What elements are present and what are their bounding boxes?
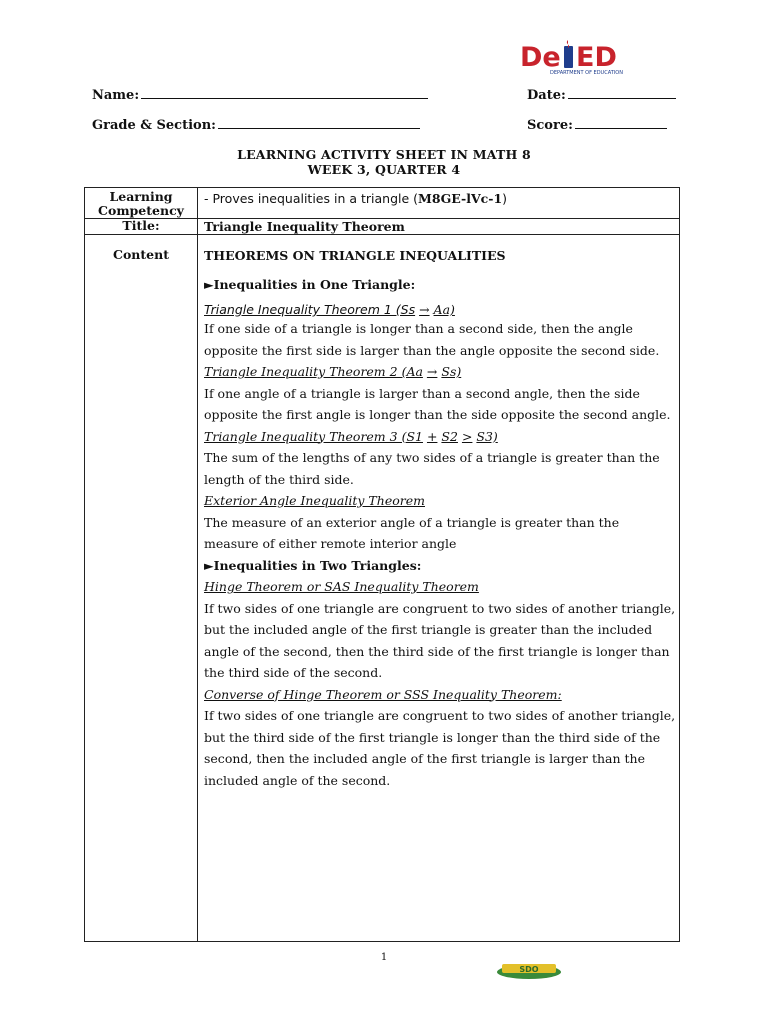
theorem-1-text: If one side of a triangle is longer than a second side, then the angle opposite the first side is larger than the angle opposite the second side. <box>204 321 660 358</box>
theorem-1-title: Triangle Inequality Theorem 1 (Ss → Aa) <box>204 302 455 317</box>
theorem-6-text: If two sides of one triangle are congruent to two sides of another triangle, but the third side of the first triangle is longer than the third side of the second, then the included angle of the first triangle is larger than the included angle of the second. <box>204 708 676 788</box>
competency-code: M8GE-lVc-1 <box>418 191 503 206</box>
content-body <box>204 245 676 791</box>
school-seal-icon <box>496 958 562 980</box>
theorem-2-text: If one angle of a triangle is larger than a second angle, then the side opposite the first angle is longer than the side opposite the second angle. <box>204 385 671 422</box>
torch-icon <box>564 40 573 68</box>
name-line[interactable] <box>141 87 428 99</box>
grade-section-label: Grade & Section: <box>92 118 216 133</box>
section-one-triangle-heading: ►Inequalities in One Triangle: <box>204 276 416 292</box>
title-value: Triangle Inequality Theorem <box>204 219 405 234</box>
activity-table <box>84 187 680 942</box>
svg-text:DEPARTMENT OF EDUCATION: DEPARTMENT OF EDUCATION <box>550 70 623 76</box>
svg-text:De: De <box>520 42 561 73</box>
date-line[interactable] <box>568 87 676 99</box>
grade-section-field[interactable] <box>92 117 420 133</box>
theorem-5-title: Hinge Theorem or SAS Inequality Theorem <box>204 579 479 594</box>
name-label: Name: <box>92 88 140 103</box>
section-two-triangles-heading: ►Inequalities in Two Triangles: <box>204 557 422 573</box>
sheet-title: LEARNING ACTIVITY SHEET IN MATH 8 <box>237 147 531 162</box>
score-line[interactable] <box>575 117 667 129</box>
score-label: Score: <box>527 118 573 133</box>
title-label: Title: <box>122 218 160 233</box>
theorem-2-title: Triangle Inequality Theorem 2 (Aa → Ss) <box>204 364 462 379</box>
sheet-subtitle: WEEK 3, QUARTER 4 <box>307 162 461 177</box>
svg-text:ED: ED <box>576 42 617 73</box>
competency-label: Learning Competency <box>98 189 184 218</box>
theorem-4-text: The measure of an exterior angle of a triangle is greater than the measure of either remote interior angle <box>204 514 620 551</box>
theorem-3-text: The sum of the lengths of any two sides of a triangle is greater than the length of the third side. <box>204 450 660 487</box>
competency-close: ) <box>502 191 508 206</box>
score-field[interactable] <box>527 117 667 133</box>
theorem-6-title: Converse of Hinge Theorem or SSS Inequality Theorem: <box>204 686 562 702</box>
content-main-heading: THEOREMS ON TRIANGLE INEQUALITIES <box>204 248 506 263</box>
page-number: 1 <box>380 952 388 963</box>
date-label: Date: <box>527 88 566 103</box>
theorem-3-title: Triangle Inequality Theorem 3 (S1 + S2 > S3) <box>204 428 498 444</box>
theorem-5-text: If two sides of one triangle are congruent to two sides of another triangle, but the included angle of the first triangle is greater than the included angle of the second, then the third side of the first triangle is longer than the third side of the second. <box>204 600 676 680</box>
table-divider-row2 <box>85 234 679 235</box>
content-label: Content <box>113 247 169 262</box>
competency-value <box>204 191 507 206</box>
date-field[interactable] <box>527 87 676 103</box>
grade-section-line[interactable] <box>218 117 420 129</box>
deped-logo <box>518 40 682 76</box>
theorem-4-title: Exterior Angle Inequality Theorem <box>204 493 425 508</box>
svg-text:SDO: SDO <box>519 965 539 974</box>
name-field[interactable] <box>92 87 428 103</box>
table-divider-vertical <box>197 188 198 941</box>
competency-text: - Proves inequalities in a triangle ( <box>204 191 419 206</box>
